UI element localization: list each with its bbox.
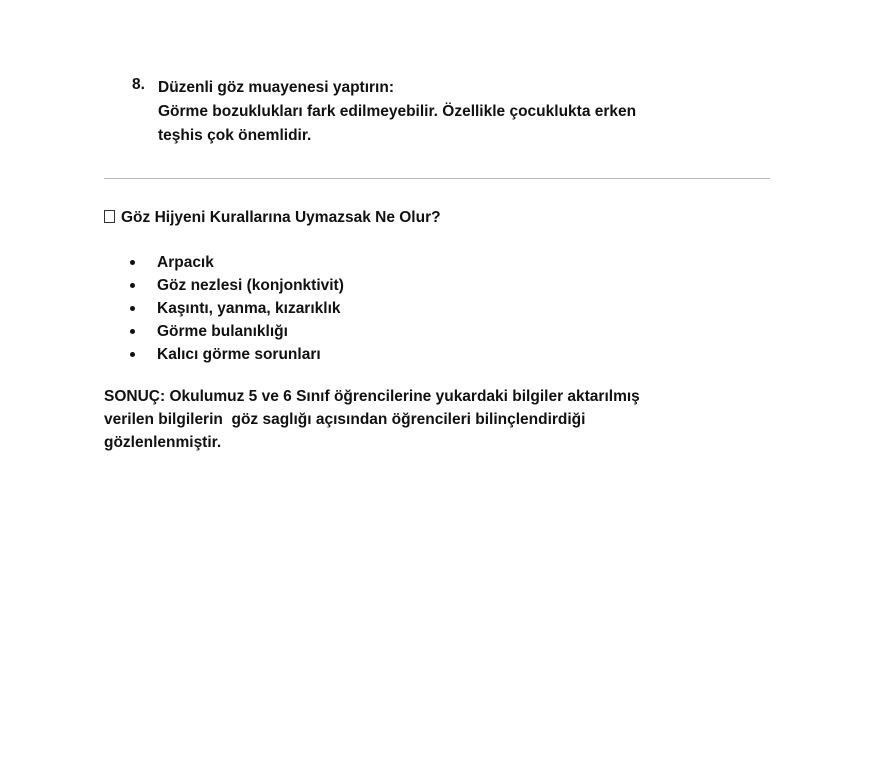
numbered-item-8 xyxy=(132,76,772,148)
conclusion-paragraph xyxy=(104,385,784,454)
list-item-text: Görme bulanıklığı xyxy=(157,323,288,340)
item-text-line: teşhis çok önemlidir. xyxy=(158,127,312,144)
list-item xyxy=(130,343,344,366)
bullet-dot-icon xyxy=(130,329,135,334)
item-body xyxy=(158,76,772,148)
item-text-line: Görme bozuklukları fark edilmeyebilir. Özellikle çocuklukta erken xyxy=(158,103,637,120)
conclusion-line: verilen bilgilerin göz saglığı açısından öğrencileri bilinçlendirdiği xyxy=(104,411,586,428)
bullet-dot-icon xyxy=(130,260,135,265)
list-item-text: Kaşıntı, yanma, kızarıklık xyxy=(157,300,341,317)
item-number: 8. xyxy=(132,76,145,93)
conclusion-line: gözlenlenmiştir. xyxy=(104,434,222,451)
bullet-list xyxy=(130,251,344,366)
list-item-text: Göz nezlesi (konjonktivit) xyxy=(157,277,344,294)
conclusion-line: SONUÇ: Okulumuz 5 ve 6 Sınıf öğrencilerine yukardaki bilgiler aktarılmış xyxy=(104,388,640,405)
horizontal-divider xyxy=(104,178,770,179)
list-item xyxy=(130,320,344,343)
bullet-dot-icon xyxy=(130,352,135,357)
list-item-text: Kalıcı görme sorunları xyxy=(157,346,321,363)
list-item xyxy=(130,251,344,274)
checkbox-square-icon xyxy=(104,210,115,223)
list-item xyxy=(130,297,344,320)
bullet-dot-icon xyxy=(130,283,135,288)
section-heading-text: Göz Hijyeni Kurallarına Uymazsak Ne Olur? xyxy=(121,209,441,226)
list-item xyxy=(130,274,344,297)
list-item-text: Arpacık xyxy=(157,254,214,271)
item-title: Düzenli göz muayenesi yaptırın: xyxy=(158,79,394,96)
section-heading xyxy=(104,207,441,229)
bullet-dot-icon xyxy=(130,306,135,311)
